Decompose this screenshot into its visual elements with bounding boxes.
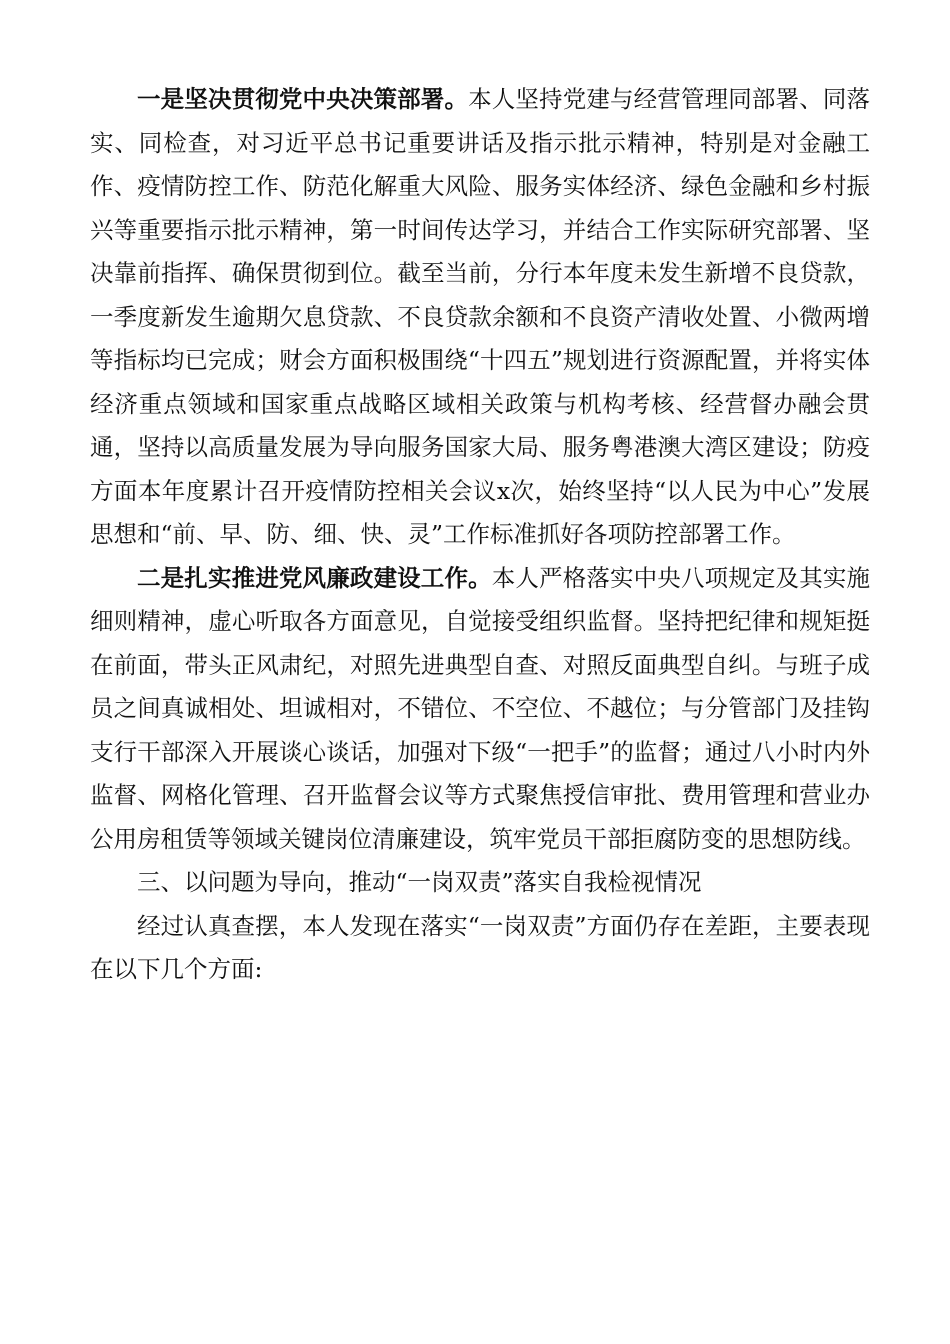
paragraph-2-lead: 二是扎实推进党风廉政建设工作。: [137, 563, 492, 592]
section-heading-text: 三、以问题为导向，推动“一岗双责”落实自我检视情况: [137, 868, 702, 896]
paragraph-1: [90, 78, 870, 557]
document-body: [90, 78, 870, 992]
paragraph-1-lead: 一是坚决贯彻党中央决策部署。: [137, 85, 469, 113]
paragraph-2-text: 本人严格落实中央八项规定及其实施细则精神，虚心听取各方面意见，自觉接受组织监督。坚持把纪律和规矩挺在前面，带头正风肃纪，对照先进典型自查、对照反面典型自纠。与班子成员之间真诚相处、坦诚相对，不错位、不空位、不越位；与分管部门及挂钩支行干部深入开展谈心谈话，加强对下级“一把手”的监督；通过八小时内外监督、网格化管理、召开监督会议等方式聚焦授信审批、费用管理和营业办公用房租赁等领域关键岗位清廉建设，筑牢党员干部拒腐防变的思想防线。: [90, 563, 870, 853]
paragraph-2: [90, 557, 870, 862]
section-heading: [90, 861, 870, 905]
paragraph-4-text: 经过认真查摆，本人发现在落实“一岗双责”方面仍存在差距，主要表现在以下几个方面:: [90, 911, 870, 983]
paragraph-4: [90, 905, 870, 992]
paragraph-1-text: 本人坚持党建与经营管理同部署、同落实、同检查，对习近平总书记重要讲话及指示批示精神，特别是对金融工作、疫情防控工作、防范化解重大风险、服务实体经济、绿色金融和乡村振兴等重要指示批示精神，第一时间传达学习，并结合工作实际研究部署、坚决靠前指挥、确保贯彻到位。截至当前，分行本年度未发生新增不良贷款，一季度新发生逾期欠息贷款、不良贷款余额和不良资产清收处置、小微两增等指标均已完成；财会方面积极围绕“十四五”规划进行资源配置，并将实体经济重点领域和国家重点战略区域相关政策与机构考核、经营督办融会贯通，坚持以高质量发展为导向服务国家大局、服务粤港澳大湾区建设；防疫方面本年度累计召开疫情防控相关会议x次，始终坚持“以人民为中心”发展思想和“前、早、防、细、快、灵”工作标准抓好各项防控部署工作。: [90, 85, 871, 548]
